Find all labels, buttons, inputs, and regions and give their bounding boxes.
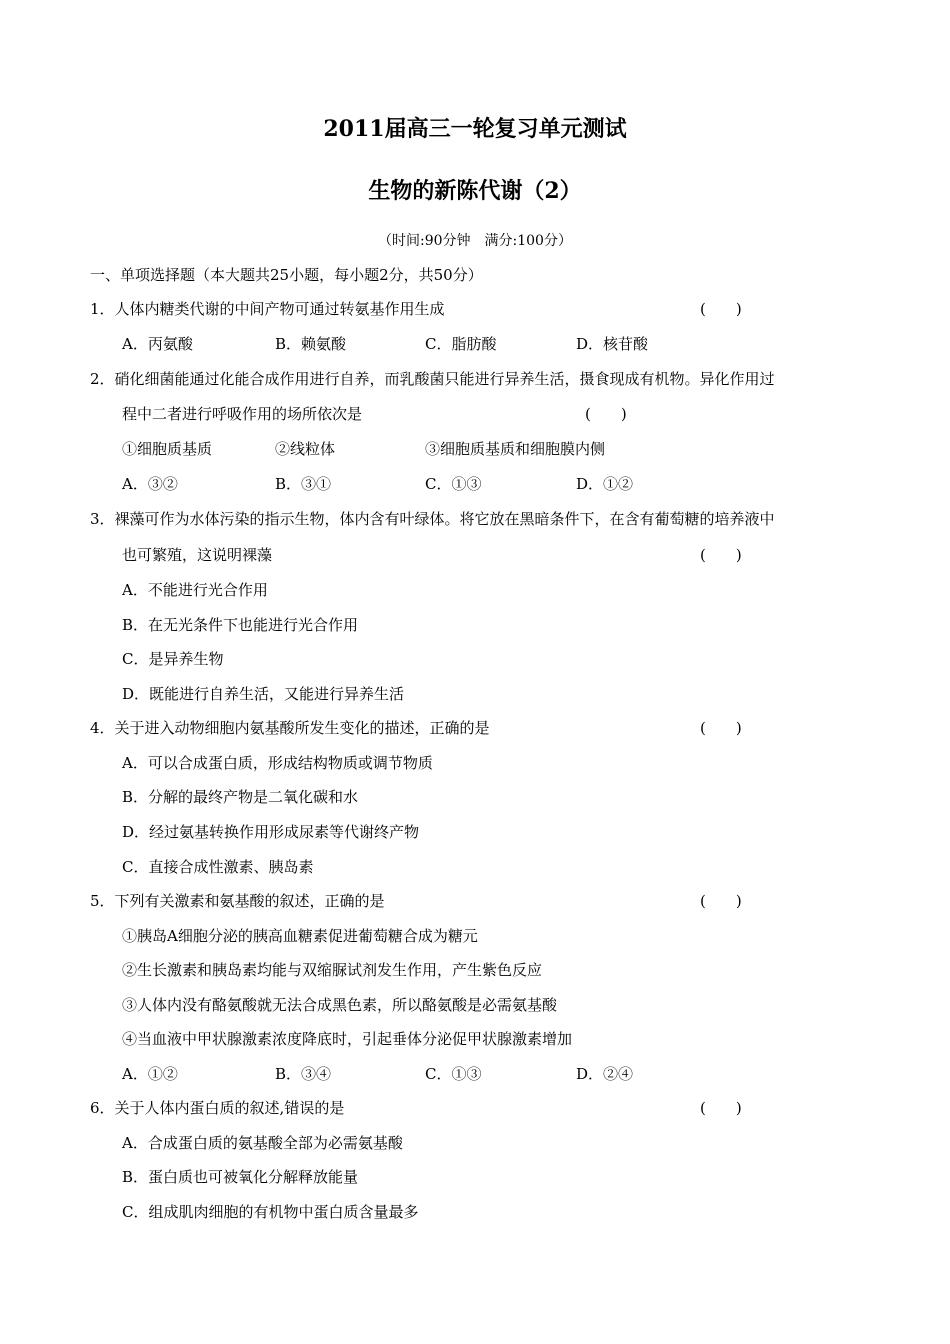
option: D．①② <box>576 475 634 493</box>
exam-info: （时间:90分钟 满分:100分） <box>378 233 572 249</box>
answer-paren: ( ) <box>700 300 742 318</box>
option: D．核苷酸 <box>576 335 649 353</box>
option: A．①② <box>122 1065 178 1083</box>
statement-item: ③细胞质基质和细胞膜内侧 <box>425 440 606 458</box>
option: D．②④ <box>576 1065 634 1083</box>
option: C．直接合成性激素、胰岛素 <box>122 858 314 876</box>
question-6-stem: 6．关于人体内蛋白质的叙述,错误的是 <box>90 1099 345 1117</box>
answer-paren: ( ) <box>700 1099 742 1117</box>
option: A．可以合成蛋白质，形成结构物质或调节物质 <box>122 754 433 772</box>
statement-item: ①胰岛A细胞分泌的胰高血糖素促进葡萄糖合成为糖元 <box>122 927 478 945</box>
exam-title: 2011届高三一轮复习单元测试 <box>323 116 627 142</box>
option: C．是异养生物 <box>122 650 224 668</box>
section-heading: 一、单项选择题（本大题共25小题，每小题2分，共50分） <box>90 266 483 284</box>
option: C．组成肌肉细胞的有机物中蛋白质含量最多 <box>122 1203 419 1221</box>
option: A．合成蛋白质的氨基酸全部为必需氨基酸 <box>122 1134 403 1152</box>
option: B．③① <box>275 475 332 493</box>
option: A．不能进行光合作用 <box>122 581 268 599</box>
statement-item: ③人体内没有酪氨酸就无法合成黑色素，所以酪氨酸是必需氨基酸 <box>122 996 558 1014</box>
question-1-stem: 1．人体内糖类代谢的中间产物可通过转氨基作用生成 <box>90 300 445 318</box>
option: C．脂肪酸 <box>425 335 497 353</box>
question-2-stem-cont: 程中二者进行呼吸作用的场所依次是 <box>122 405 363 423</box>
option: C．①③ <box>425 475 482 493</box>
statement-item: ①细胞质基质 <box>122 440 213 458</box>
exam-subtitle: 生物的新陈代谢（2） <box>368 178 582 204</box>
option: B．赖氨酸 <box>275 335 347 353</box>
option: B．在无光条件下也能进行光合作用 <box>122 616 359 634</box>
answer-paren: ( ) <box>700 892 742 910</box>
answer-paren: ( ) <box>700 719 742 737</box>
option: D．经过氨基转换作用形成尿素等代谢终产物 <box>122 823 420 841</box>
option: A．③② <box>122 475 178 493</box>
statement-item: ②线粒体 <box>275 440 336 458</box>
statement-item: ④当血液中甲状腺激素浓度降底时，引起垂体分泌促甲状腺激素增加 <box>122 1030 573 1048</box>
option: C．①③ <box>425 1065 482 1083</box>
option: B．分解的最终产物是二氧化碳和水 <box>122 788 359 806</box>
answer-paren: ( ) <box>700 546 742 564</box>
question-3-stem-cont: 也可繁殖，这说明裸藻 <box>122 546 273 564</box>
question-5-stem: 5．下列有关激素和氨基酸的叙述，正确的是 <box>90 892 385 910</box>
answer-paren: ( ) <box>585 405 627 423</box>
question-3-stem: 3．裸藻可作为水体污染的指示生物，体内含有叶绿体。将它放在黑暗条件下，在含有葡萄糖的培养液中 <box>90 510 775 528</box>
option: A．丙氨酸 <box>122 335 193 353</box>
statement-item: ②生长激素和胰岛素均能与双缩脲试剂发生作用，产生紫色反应 <box>122 961 543 979</box>
option: B．③④ <box>275 1065 332 1083</box>
question-2-stem: 2．硝化细菌能通过化能合成作用进行自养，而乳酸菌只能进行异养生活，摄食现成有机物。异化作用过 <box>90 370 775 388</box>
option: D．既能进行自养生活，又能进行异养生活 <box>122 685 405 703</box>
option: B．蛋白质也可被氧化分解释放能量 <box>122 1168 359 1186</box>
question-4-stem: 4．关于进入动物细胞内氨基酸所发生变化的描述，正确的是 <box>90 719 490 737</box>
